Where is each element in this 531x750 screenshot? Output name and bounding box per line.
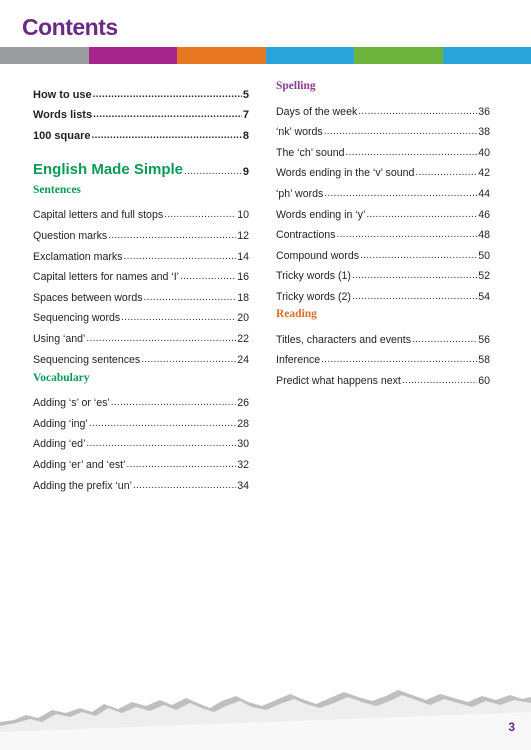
contents-right-column bbox=[276, 80, 490, 387]
stripe-segment bbox=[443, 47, 531, 64]
leader-dots bbox=[352, 293, 477, 301]
toc-entry[interactable] bbox=[276, 200, 490, 221]
toc-entry-page: 32 bbox=[237, 458, 249, 471]
contents-left-column bbox=[33, 80, 249, 492]
toc-entry-title: Tricky words (2) bbox=[276, 290, 351, 303]
section-heading-reading: Reading bbox=[276, 307, 317, 320]
toc-entry-page: 10 bbox=[237, 209, 249, 222]
toc-entry-page: 46 bbox=[478, 208, 490, 221]
leader-dots bbox=[144, 294, 237, 302]
toc-entry-title: Using ‘and’ bbox=[33, 332, 86, 345]
toc-entry[interactable] bbox=[276, 325, 490, 346]
leader-dots bbox=[126, 461, 236, 469]
toc-entry-title: Question marks bbox=[33, 229, 108, 242]
toc-entry-title: Exclamation marks bbox=[33, 250, 123, 263]
toc-entry-title: 100 square bbox=[33, 129, 91, 142]
toc-entry[interactable] bbox=[276, 97, 490, 118]
leader-dots bbox=[89, 420, 236, 428]
leader-dots bbox=[121, 314, 236, 322]
toc-entry[interactable] bbox=[33, 283, 249, 304]
toc-entry-page: 5 bbox=[242, 88, 249, 101]
toc-entry[interactable] bbox=[33, 450, 249, 471]
toc-entry-page: 60 bbox=[478, 374, 490, 387]
leader-dots bbox=[412, 336, 477, 344]
toc-feature-entry[interactable] bbox=[33, 142, 249, 178]
toc-entry-title: Predict what happens next bbox=[276, 374, 401, 387]
toc-entry-title: ‘nk’ words bbox=[276, 126, 323, 139]
toc-entry-title: Tricky words (1) bbox=[276, 270, 351, 283]
toc-entry[interactable] bbox=[33, 201, 249, 222]
leader-dots bbox=[133, 482, 236, 490]
toc-entry[interactable] bbox=[33, 221, 249, 242]
leader-dots bbox=[141, 356, 236, 364]
toc-entry[interactable] bbox=[33, 80, 249, 101]
toc-entry[interactable] bbox=[276, 366, 490, 387]
toc-entry-page: 50 bbox=[478, 249, 490, 262]
leader-dots bbox=[360, 252, 477, 260]
toc-entry-title: Capital letters for names and ‘I’ bbox=[33, 271, 180, 284]
toc-entry[interactable] bbox=[276, 346, 490, 367]
leader-dots bbox=[402, 377, 477, 385]
toc-entry-title: Adding the prefix ‘un’ bbox=[33, 479, 132, 492]
toc-entry-title: Capital letters and full stops bbox=[33, 209, 164, 222]
toc-entry[interactable] bbox=[276, 282, 490, 303]
toc-entry[interactable] bbox=[276, 221, 490, 242]
color-stripe-bar bbox=[0, 47, 531, 64]
section-heading-spelling: Spelling bbox=[276, 80, 316, 92]
torn-paper-edge bbox=[0, 682, 531, 750]
toc-entry-page: 28 bbox=[237, 417, 249, 430]
leader-dots bbox=[324, 128, 477, 136]
toc-entry-page: 52 bbox=[478, 270, 490, 283]
leader-dots bbox=[93, 91, 242, 99]
toc-entry-page: 26 bbox=[237, 397, 249, 410]
toc-entry-page: 34 bbox=[237, 479, 249, 492]
stripe-segment bbox=[266, 47, 355, 64]
toc-entry-title: Words ending in ‘y’ bbox=[276, 208, 366, 221]
stripe-segment bbox=[0, 47, 89, 64]
toc-entry[interactable] bbox=[276, 241, 490, 262]
toc-entry-page: 38 bbox=[478, 126, 490, 139]
toc-entry[interactable] bbox=[33, 389, 249, 410]
leader-dots bbox=[123, 253, 236, 261]
leader-dots bbox=[86, 335, 236, 343]
toc-entry[interactable] bbox=[33, 304, 249, 325]
toc-entry-title: Adding ‘s’ or ‘es’ bbox=[33, 397, 110, 410]
toc-entry-title: Words ending in the ‘v’ sound bbox=[276, 167, 415, 180]
toc-entry[interactable] bbox=[33, 101, 249, 122]
leader-dots bbox=[91, 132, 241, 140]
toc-entry-page: 20 bbox=[237, 312, 249, 325]
leader-dots bbox=[336, 231, 477, 239]
toc-entry-page: 36 bbox=[478, 105, 490, 118]
toc-entry-title: Spaces between words bbox=[33, 291, 143, 304]
toc-entry-page: 8 bbox=[242, 129, 249, 142]
leader-dots bbox=[321, 356, 477, 364]
toc-entry-title: The ‘ch’ sound bbox=[276, 146, 345, 159]
toc-entry-title: Titles, characters and events bbox=[276, 333, 412, 346]
section-heading-sentences: Sentences bbox=[33, 183, 81, 196]
leader-dots bbox=[358, 108, 477, 116]
toc-entry-title: Adding ‘ing’ bbox=[33, 417, 88, 430]
toc-entry-page: 44 bbox=[478, 187, 490, 200]
leader-dots bbox=[164, 211, 236, 219]
toc-entry-title: Inference bbox=[276, 354, 321, 367]
toc-entry-page: 12 bbox=[237, 229, 249, 242]
toc-entry-title: Sequencing words bbox=[33, 312, 121, 325]
stripe-segment bbox=[177, 47, 266, 64]
toc-entry[interactable] bbox=[276, 118, 490, 139]
leader-dots bbox=[324, 190, 477, 198]
toc-entry-page: 16 bbox=[237, 271, 249, 284]
page-number: 3 bbox=[508, 720, 515, 734]
stripe-segment bbox=[89, 47, 178, 64]
toc-entry-page: 48 bbox=[478, 229, 490, 242]
toc-entry[interactable] bbox=[33, 324, 249, 345]
page-title: Contents bbox=[22, 14, 118, 40]
toc-feature-title: English Made Simple bbox=[33, 160, 184, 178]
toc-entry-title: Compound words bbox=[276, 249, 360, 262]
toc-entry-title: Contractions bbox=[276, 229, 336, 242]
toc-entry[interactable] bbox=[276, 159, 490, 180]
toc-entry-page: 18 bbox=[237, 291, 249, 304]
leader-dots bbox=[352, 272, 477, 280]
toc-entry-page: 42 bbox=[478, 167, 490, 180]
toc-entry-page: 14 bbox=[237, 250, 249, 263]
toc-entry-title: Days of the week bbox=[276, 105, 358, 118]
leader-dots bbox=[93, 111, 242, 119]
toc-entry-page: 24 bbox=[237, 353, 249, 366]
toc-entry[interactable] bbox=[276, 179, 490, 200]
leader-dots bbox=[184, 168, 242, 176]
leader-dots bbox=[346, 149, 478, 157]
toc-entry[interactable] bbox=[33, 471, 249, 492]
section-heading-vocabulary: Vocabulary bbox=[33, 371, 90, 384]
toc-entry-page: 54 bbox=[478, 290, 490, 303]
toc-entry-page: 9 bbox=[242, 165, 249, 178]
toc-entry-page: 40 bbox=[478, 146, 490, 159]
toc-entry-page: 22 bbox=[237, 332, 249, 345]
toc-entry-title: ‘ph’ words bbox=[276, 187, 324, 200]
toc-entry[interactable] bbox=[276, 262, 490, 283]
toc-entry-page: 58 bbox=[478, 354, 490, 367]
toc-entry-title: Adding ‘er’ and ‘est’ bbox=[33, 458, 126, 471]
leader-dots bbox=[366, 211, 477, 219]
toc-entry[interactable] bbox=[33, 409, 249, 430]
toc-entry-title: Adding ‘ed’ bbox=[33, 438, 86, 451]
toc-entry-title: Sequencing sentences bbox=[33, 353, 141, 366]
toc-entry[interactable] bbox=[33, 430, 249, 451]
leader-dots bbox=[111, 399, 236, 407]
toc-entry[interactable] bbox=[33, 242, 249, 263]
leader-dots bbox=[415, 169, 477, 177]
toc-entry[interactable] bbox=[276, 138, 490, 159]
toc-entry-page: 7 bbox=[242, 109, 249, 122]
leader-dots bbox=[86, 440, 236, 448]
toc-entry-title: Words lists bbox=[33, 109, 93, 122]
toc-entry-page: 56 bbox=[478, 333, 490, 346]
toc-entry-page: 30 bbox=[237, 438, 249, 451]
leader-dots bbox=[108, 232, 236, 240]
stripe-segment bbox=[354, 47, 443, 64]
toc-entry[interactable] bbox=[33, 345, 249, 366]
toc-entry-title: How to use bbox=[33, 88, 92, 101]
toc-entry[interactable] bbox=[33, 263, 249, 284]
toc-entry[interactable] bbox=[33, 121, 249, 142]
leader-dots bbox=[180, 273, 236, 281]
